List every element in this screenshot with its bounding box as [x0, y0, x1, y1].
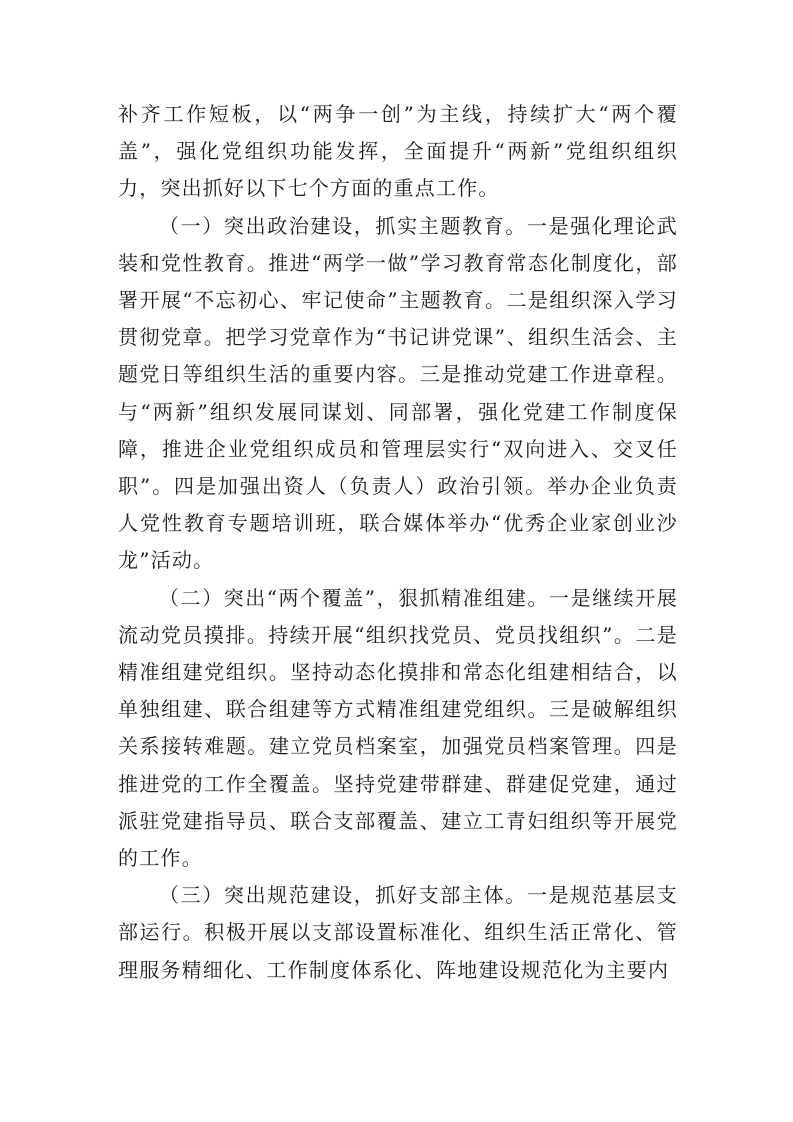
paragraph-intro: 补齐工作短板，以“两争一创”为主线，持续扩大“两个覆盖”，强化党组织功能发挥，全面提升“两新”党组织组织力，突出抓好以下七个方面的重点工作。: [118, 102, 678, 201]
paragraph-political-building: （一）突出政治建设，抓实主题教育。一是强化理论武装和党性教育。推进“两学一做”学习教育常态化制度化，部署开展“不忘初心、牢记使命”主题教育。二是组织深入学习贯彻党章。把学习党章作为“书记讲党课”、组织生活会、主题党日等组织生活的重要内容。三是推动党建工作进章程。与“两新”组织发展同谋划、同部署，强化党建工作制度保障，推进企业党组织成员和管理层实行“双向进入、交叉任职”。四是加强出资人（负责人）政治引领。举办企业负责人党性教育专题培训班，联合媒体举办“优秀企业家创业沙龙”活动。: [118, 213, 678, 573]
document-body: [118, 96, 678, 989]
paragraph-two-coverages: （二）突出“两个覆盖”，狠抓精准组建。一是继续开展流动党员摸排。持续开展“组织找党员、党员找组织”。二是精准组建党组织。坚持动态化摸排和常态化组建相结合，以单独组建、联合组建等方式精准组建党组织。三是破解组织关系接转难题。建立党员档案室，加强党员档案管理。四是推进党的工作全覆盖。坚持党建带群建、群建促党建，通过派驻党建指导员、联合支部覆盖、建立工青妇组织等开展党的工作。: [118, 585, 678, 871]
paragraph-standardization: （三）突出规范建设，抓好支部主体。一是规范基层支部运行。积极开展以支部设置标准化、组织生活正常化、管理服务精细化、工作制度体系化、阵地建设规范化为主要内: [118, 883, 678, 982]
